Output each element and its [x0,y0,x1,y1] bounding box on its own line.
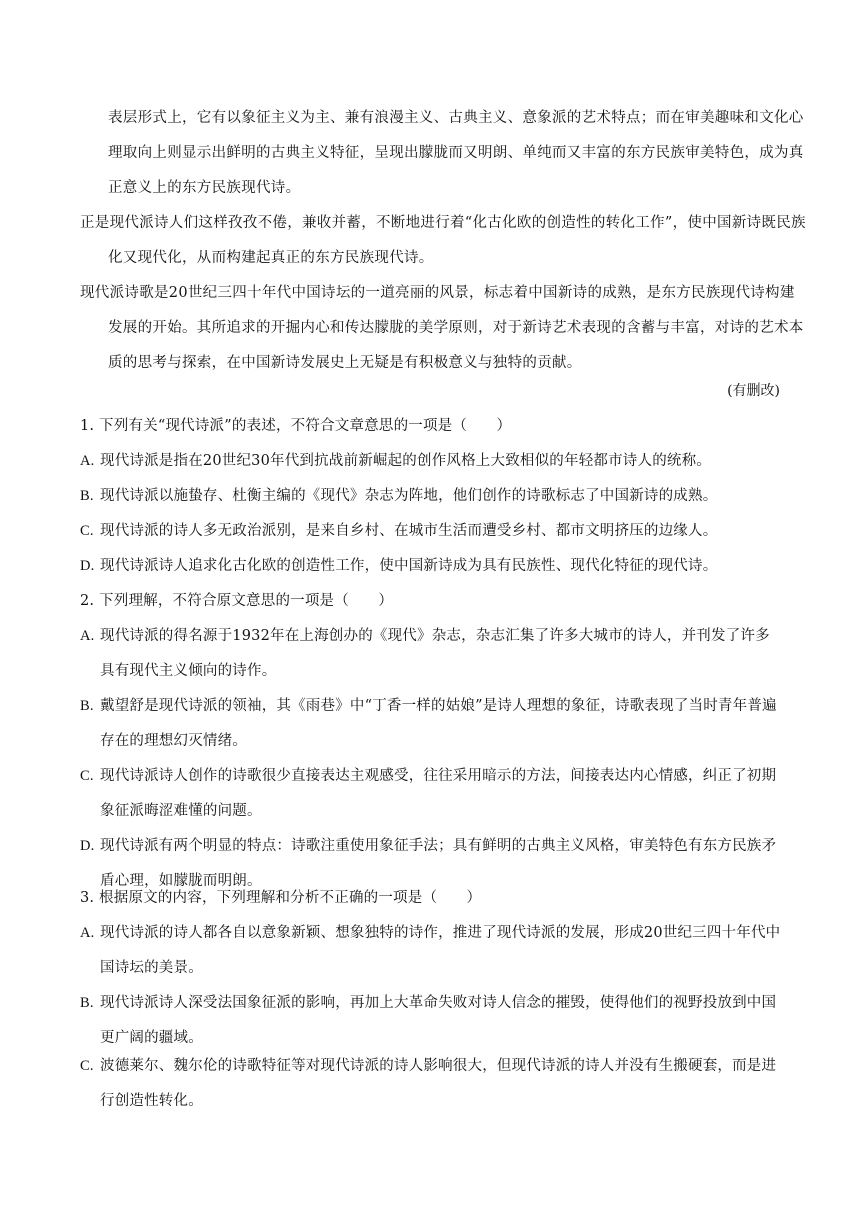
question-1-option-a [80,444,782,479]
option-text: 现代诗派诗人追求化古化欧的创造性工作，使中国新诗成为具有民族性、现代化特征的现代诗。 [100,558,718,574]
passage-paragraph-3: 现代派诗歌是20世纪三四十年代中国诗坛的一道亮丽的风景，标志着中国新诗的成熟，是东方民族现代诗构建发展的开始。其所追求的开掘内心和传达朦胧的美学原则，对于新诗艺术表现的含蓄与丰富，对诗的艺术本质的思考与探索，在中国新诗发展史上无疑是有积极意义与独特的贡献。 [80,285,804,371]
option-text: 现代诗派的诗人多无政治派别，是来自乡村、在城市生活而遭受乡村、都市文明挤压的边缘人。 [100,523,718,539]
option-letter: A. [80,453,95,469]
option-text: 现代诗派以施蛰存、杜衡主编的《现代》杂志为阵地，他们创作的诗歌标志了中国新诗的成熟。 [100,488,718,504]
option-letter: D. [80,838,95,854]
question-3-option-b [80,986,782,1056]
option-letter: C. [80,768,94,784]
option-text: 现代诗派诗人深受法国象征派的影响，再加上大革命失败对诗人信念的摧毁，使得他们的视野投放到中国更广阔的疆域。 [100,995,777,1046]
option-text: 现代诗派诗人创作的诗歌很少直接表达主观感受，往往采用暗示的方法，间接表达内心情感，纠正了初期象征派晦涩难懂的问题。 [100,768,777,819]
question-3-stem: 3. 根据原文的内容，下列理解和分析不正确的一项是（ ） [80,890,482,906]
question-2-stem: 2. 下列理解，不符合原文意思的一项是（ ） [80,593,394,609]
option-letter: B. [80,698,94,714]
question-1-option-b [80,479,782,514]
option-letter: B. [80,488,94,504]
option-letter: C. [80,1058,94,1074]
question-3-option-a [80,916,782,986]
passage-paragraph-2: 正是现代派诗人们这样孜孜不倦，兼收并蓄，不断地进行着“化古化欧的创造性的转化工作”，使中国新诗既民族化又现代化，从而构建起真正的东方民族现代诗。 [80,215,806,266]
option-letter: B. [80,995,94,1011]
question-2-option-c [80,759,782,829]
question-2-option-a [80,619,782,689]
option-letter: A. [80,925,95,941]
question-1-stem: 1. 下列有关“现代诗派”的表述，不符合文章意思的一项是（ ） [80,418,512,434]
option-letter: D. [80,558,95,574]
option-text: 现代诗派的得名源于1932年在上海创办的《现代》杂志，杂志汇集了许多大城市的诗人，并刊发了许多具有现代主义倾向的诗作。 [100,628,770,679]
option-text: 波德莱尔、魏尔伦的诗歌特征等对现代诗派的诗人影响很大，但现代诗派的诗人并没有生搬硬套，而是进行创造性转化。 [100,1058,777,1109]
option-text: 现代诗派的诗人都各自以意象新颖、想象独特的诗作，推进了现代诗派的发展，形成20世纪三四十年代中国诗坛的美景。 [100,925,781,976]
question-1-option-d [80,549,782,584]
option-text: 现代诗派有两个明显的特点：诗歌注重使用象征手法；具有鲜明的古典主义风格，审美特色有东方民族矛盾心理，如朦胧而明朗。 [100,838,777,889]
question-1-option-c [80,514,782,549]
question-3-option-c [80,1049,782,1119]
option-text: 现代诗派是指在20世纪30年代到抗战前新崛起的创作风格上大致相似的年轻都市诗人的统称。 [100,453,711,469]
option-text: 戴望舒是现代诗派的领袖，其《雨巷》中“丁香一样的姑娘”是诗人理想的象征，诗歌表现了当时青年普遍存在的理想幻灭情绪。 [100,698,777,749]
question-2-option-b [80,689,782,759]
option-letter: A. [80,628,95,644]
source-note: (有删改) [727,383,780,399]
passage-paragraph-1: 表层形式上，它有以象征主义为主、兼有浪漫主义、古典主义、意象派的艺术特点；而在审美趣味和文化心理取向上则显示出鲜明的古典主义特征，呈现出朦胧而又明朗、单纯而又丰富的东方民族审美特色，成为真正意义上的东方民族现代诗。 [108,110,804,196]
option-letter: C. [80,523,94,539]
